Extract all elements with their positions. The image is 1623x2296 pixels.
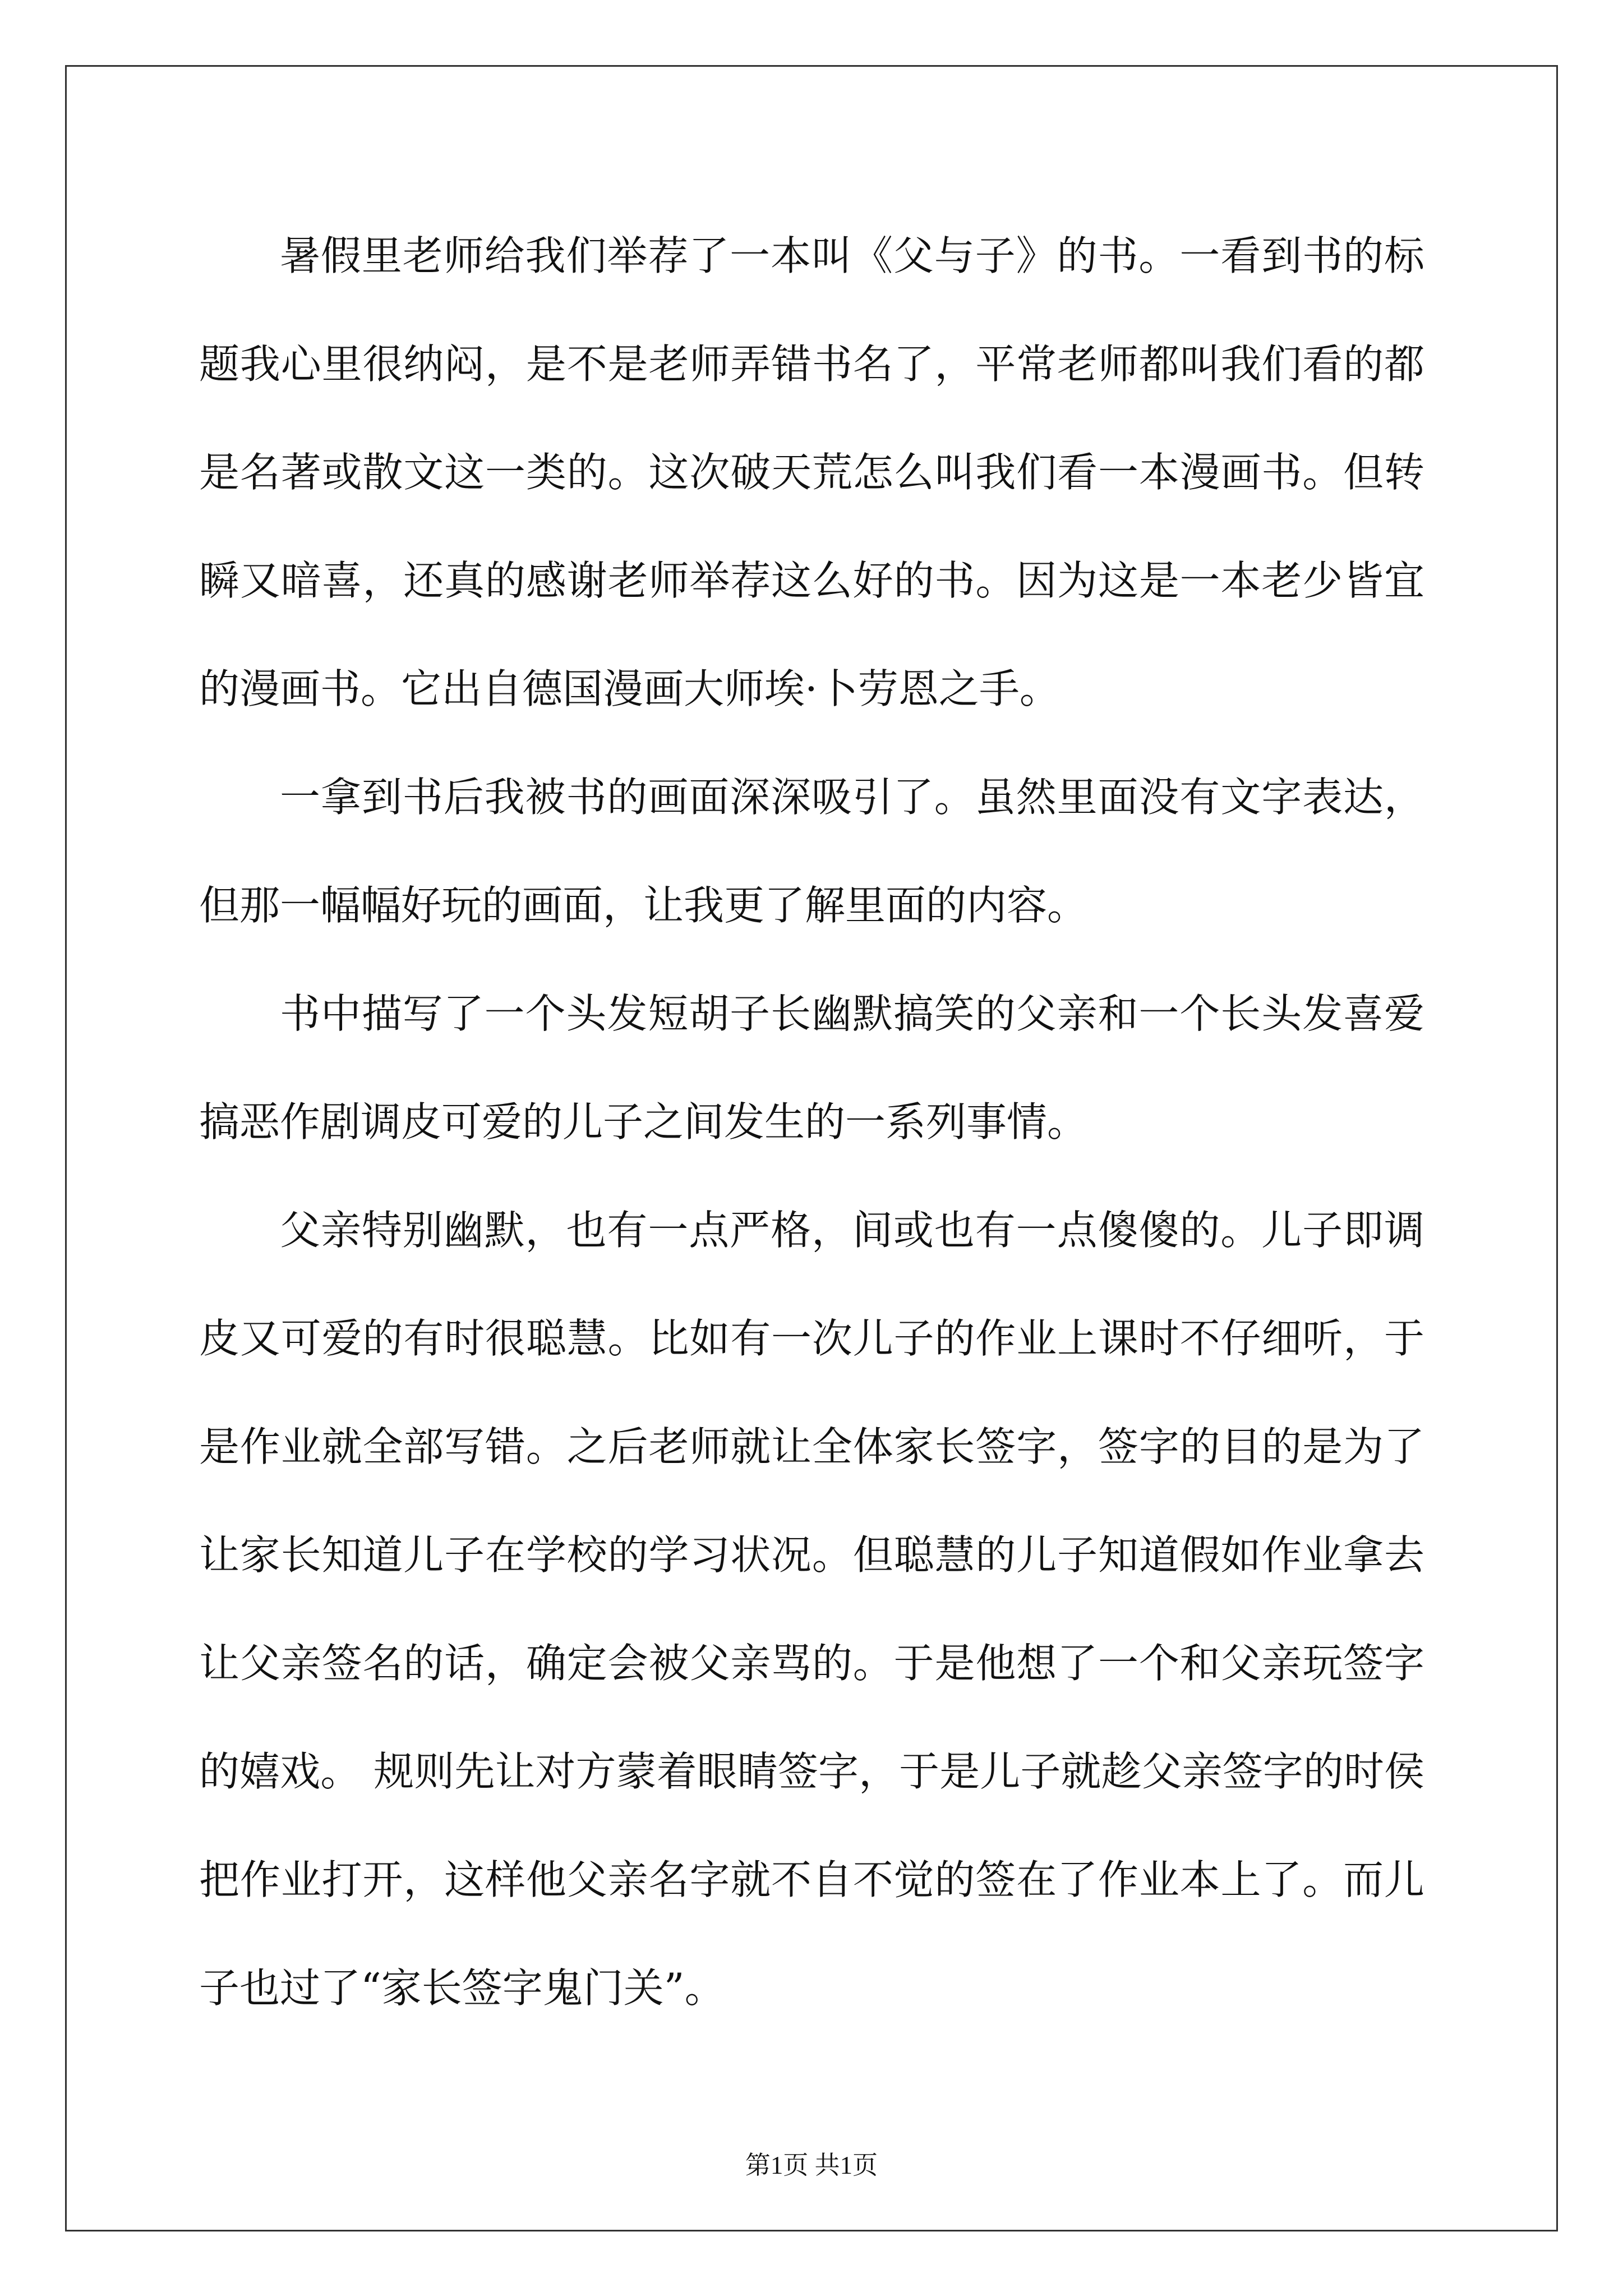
page-number-footer: 第1页 共1页 bbox=[745, 2151, 878, 2179]
paragraph-4: 父亲特别幽默，也有一点严格，间或也有一点傻傻的。儿子即调皮又可爱的有时很聪慧。比如有一次儿子的作业上课时不仔细听，于是作业就全部写错。之后老师就让全体家长签字，签字的目的是为了让家长知道儿子在学校的学习状况。但聪慧的儿子知道假如作业拿去让父亲签名的话，确定会被父亲骂的。于是他想了一个和父亲玩签字的嬉戏。 规则先让对方蒙着眼睛签字，于是儿子就趁父亲签字的时侯把作业打开，这样他父亲名字就不自不觉的签在了作业本上了。而儿子也过了“家长签字鬼门关”。 bbox=[199, 1207, 1424, 2012]
paragraph-3: 书中描写了一个头发短胡子长幽默搞笑的父亲和一个长头发喜爱搞恶作剧调皮可爱的儿子之间发生的一系列事情。 bbox=[199, 990, 1424, 1145]
paragraph-2: 一拿到书后我被书的画面深深吸引了。虽然里面没有文字表达，但那一幅幅好玩的画面，让我更了解里面的内容。 bbox=[199, 774, 1424, 929]
paragraph-1: 暑假里老师给我们举荐了一本叫《父与子》的书。一看到书的标题我心里很纳闷，是不是老师弄错书名了，平常老师都叫我们看的都是名著或散文这一类的。这次破天荒怎么叫我们看一本漫画书。但转瞬又暗喜，还真的感谢老师举荐这么好的书。因为这是一本老少皆宜的漫画书。它出自德国漫画大师埃·卜劳恩之手。 bbox=[199, 232, 1424, 712]
document-body bbox=[199, 202, 1424, 2042]
